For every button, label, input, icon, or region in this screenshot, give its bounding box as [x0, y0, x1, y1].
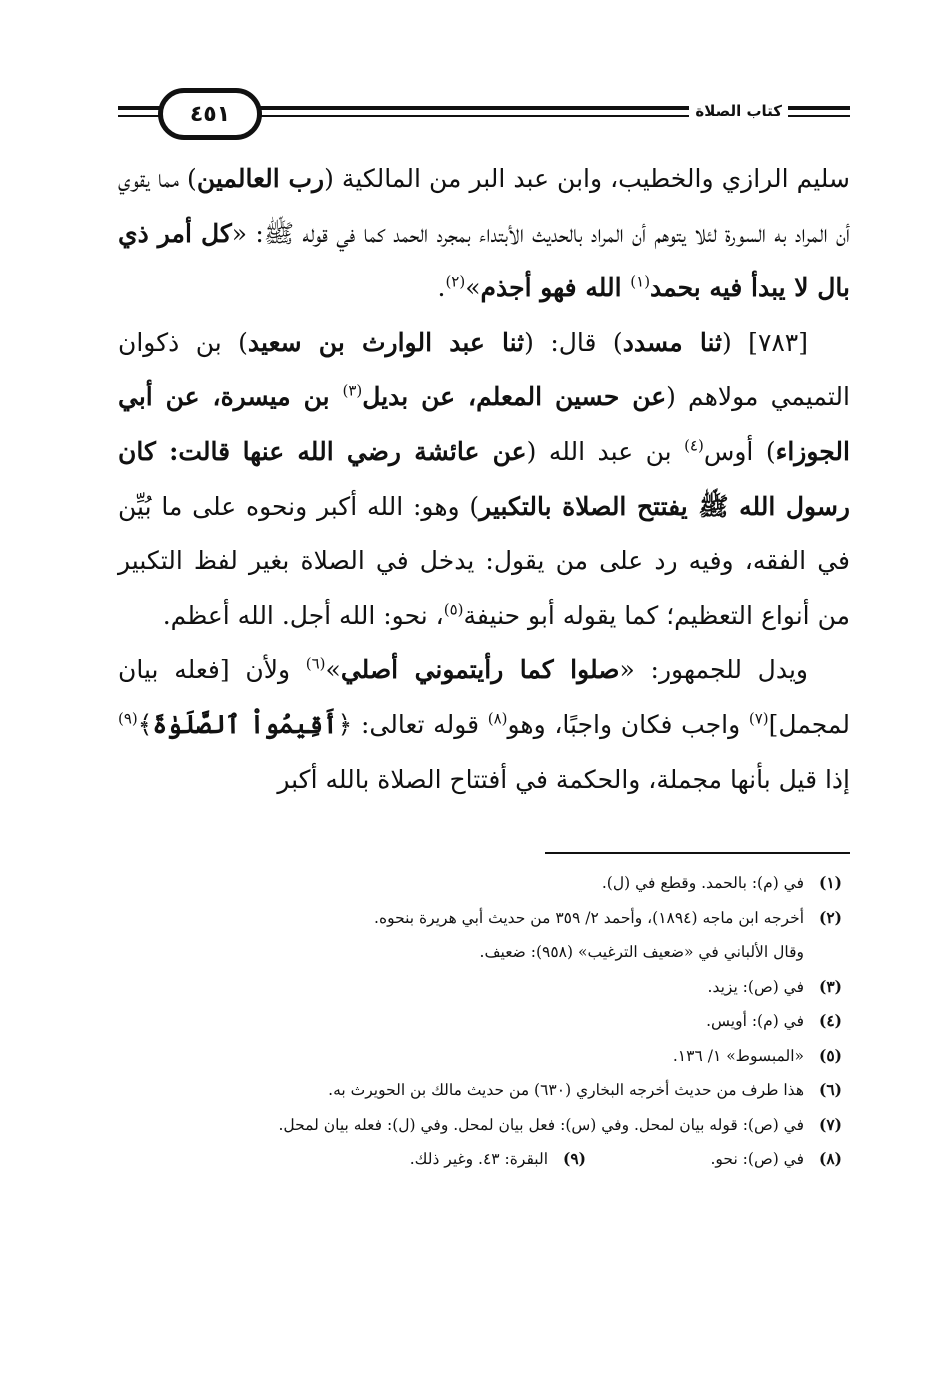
text-run: سليم الرازي والخطيب، وابن عبد البر من المالكية ( — [324, 164, 850, 193]
text-run: ﴾ — [137, 709, 153, 739]
paragraph-2 — [118, 316, 850, 644]
footnote-number: (٨) — [818, 1149, 842, 1168]
footnote-number: (٢) — [818, 907, 842, 927]
footnote-number: (٧) — [818, 1114, 842, 1134]
text-run — [230, 437, 242, 466]
text-run: » — [465, 273, 481, 303]
footnote-item — [118, 1108, 850, 1143]
page-number: ٤٥١ — [189, 101, 231, 127]
footnote-text: أخرجه ابن ماجه (١٨٩٤)، وأحمد ٢/ ٣٥٩ من حديث أبي هريرة بنحوه. — [374, 908, 804, 927]
footnote-item — [118, 866, 850, 901]
text-run: قوله تعالى: ﴿ — [337, 709, 488, 739]
paragraph-3 — [118, 643, 850, 807]
bold-run: بن ميسرة، عن أبي الجوزاء — [118, 382, 850, 466]
footnote-ref[interactable]: (٤) — [684, 436, 704, 455]
text-run: ) قال: ( — [524, 327, 623, 357]
text-run: ) وهو: الله أكبر ونحوه على ما بُيِّن في الفقه، وفيه رد على من يقول: يدخل في الصلاة بغير لفظ التكبير من أنواع التعظيم؛ كما يقوله أبو حنيفة — [118, 491, 850, 630]
bold-run: ثنا عبد الوارث بن سعيد — [247, 327, 525, 357]
footnote-item — [118, 970, 850, 1005]
footnote-text: في (م): أويس. — [706, 1012, 804, 1030]
text-run: ) مما يقوي أن المراد به السورة لئلا يتوهم أن المراد بالحديث الأبتداء بمجرد الحمد كما في قوله ﷺ: « — [118, 164, 850, 248]
text-run: ، نحو: الله أجل. الله أعظم. — [162, 600, 444, 630]
hadith-text: قالت: كان رسول الله ﷺ يفتتح الصلاة بالتكبير — [118, 436, 850, 521]
footnote-text: في (م): بالحمد. وقطع في (ل). — [601, 874, 804, 892]
footnote-ref[interactable]: (٦) — [305, 655, 326, 674]
bold-run: ثنا مسدد — [622, 327, 722, 357]
text-run: ) بن ذكوان التميمي مولاهم ( — [118, 327, 850, 412]
chapter-title: كتاب الصلاة — [689, 102, 788, 120]
quran-verse: أَقِيمُواْ ٱلصَّلَوٰةَ — [152, 709, 338, 739]
text-run: بن عبد الله ( — [526, 436, 685, 466]
hadith-text: الله فهو أجذم — [480, 273, 631, 303]
text-run: واجب فكان واجبًا، وهو — [507, 709, 749, 739]
footnote-item — [118, 1039, 850, 1074]
page-header — [118, 84, 850, 154]
main-text — [118, 152, 850, 807]
footnote-ref[interactable]: (٢) — [445, 272, 466, 291]
bold-run: عن حسين المعلم، عن بديل — [362, 382, 667, 412]
paragraph-1 — [118, 152, 850, 316]
text-run: ) أوس — [703, 436, 776, 466]
footnote-item — [410, 1142, 594, 1177]
footnote-text: «المبسوط» ١/ ١٣٦. — [672, 1046, 804, 1065]
footnote-number: (١) — [818, 873, 842, 892]
page-number-badge — [158, 88, 262, 140]
footnote-text: في (ص): نحو. — [710, 1150, 804, 1168]
footnote-ref[interactable]: (٨) — [487, 709, 508, 728]
footnote-number: (٤) — [818, 1011, 842, 1030]
text-run: ولأن [فعله بيان لمجمل] — [118, 655, 850, 739]
text-run: إذا قيل بأنها مجملة، والحكمة في أفتتاح الصلاة بالله أكبر — [277, 764, 850, 794]
footnote-separator — [545, 852, 850, 854]
hadith-text: صلوا كما رأيتموني أصلي — [340, 655, 620, 685]
bold-run: عن عائشة رضي الله عنها — [242, 436, 527, 466]
footnote-text: هذا طرف من حديث أخرجه البخاري (٦٣٠) من حديث مالك بن الحويرث به. — [328, 1081, 804, 1099]
footnote-text: وقال الألباني في «ضعيف الترغيب» (٩٥٨): ضعيف. — [479, 943, 804, 961]
text-run: ويدل للجمهور: « — [619, 655, 808, 685]
footnote-item — [594, 1142, 850, 1177]
footnote-ref[interactable]: (١) — [630, 272, 651, 291]
text-run: [٧٨٣] ( — [721, 327, 808, 357]
footnote-item — [118, 1073, 850, 1108]
footnote-number: (٣) — [818, 976, 842, 996]
footnote-row — [118, 1142, 850, 1177]
footnote-ref[interactable]: (٧) — [748, 709, 769, 728]
footnote-item — [118, 901, 850, 970]
footnote-number: (٥) — [818, 1045, 842, 1065]
footnote-ref[interactable]: (٥) — [443, 600, 464, 619]
footnote-ref[interactable]: (٣) — [342, 382, 363, 401]
footnote-ref[interactable]: (٩) — [118, 709, 138, 728]
footnote-item — [118, 1004, 850, 1039]
text-run: » — [325, 655, 341, 685]
footnotes — [118, 866, 850, 1177]
footnote-text: البقرة: ٤٣. وغير ذلك. — [409, 1150, 548, 1168]
text-run: . — [437, 273, 446, 303]
footnote-number: (٦) — [818, 1080, 842, 1099]
hadith-text: كل أمر ذي بال لا يبدأ فيه بحمد — [118, 218, 850, 303]
footnote-text: في (ص): يزيد. — [707, 977, 804, 996]
footnote-text: في (ص): قوله بيان لمحل. وفي (س): فعل بيان لمحل. وفي (ل): فعله بيان لمحل. — [278, 1115, 804, 1134]
bold-run: رب العالمين — [196, 164, 325, 193]
footnote-number: (٩) — [562, 1149, 586, 1168]
